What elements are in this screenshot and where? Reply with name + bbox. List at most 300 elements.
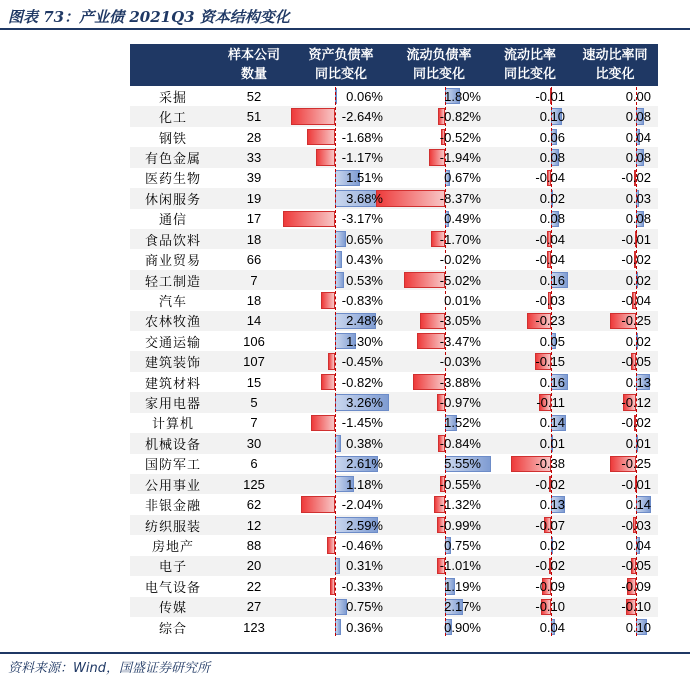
- cell-value: -3.47%: [439, 333, 481, 349]
- cell-value: -0.04: [535, 170, 565, 186]
- cell-value: 0.14: [539, 415, 565, 431]
- current-debt-cell: [390, 351, 488, 371]
- table-row: [130, 617, 658, 637]
- quick-ratio-cell: [572, 229, 658, 249]
- negative-data-bar: [321, 292, 335, 308]
- cell-value: -0.09: [621, 578, 651, 594]
- current-ratio-cell: [488, 494, 572, 514]
- cell-value: 1.18%: [346, 476, 383, 492]
- cell-value: 0.14: [625, 497, 651, 513]
- negative-data-bar: [291, 108, 335, 124]
- cell-value: -2.04%: [341, 497, 383, 513]
- cell-value: -2.64%: [341, 109, 383, 125]
- source-note: 资料来源：Wind，国盛证券研究所: [8, 661, 210, 676]
- table-row: [130, 474, 658, 494]
- table-row: [130, 372, 658, 392]
- industry-name: 计算机: [151, 417, 194, 433]
- zero-axis-line: [335, 577, 336, 595]
- current-ratio-cell: [488, 413, 572, 433]
- cell-value: 0.16: [539, 272, 565, 288]
- header-quick-ratio-change: 速动比率同 比变化: [572, 44, 658, 86]
- quick-ratio-cell: [572, 311, 658, 331]
- cell-value: -0.04: [535, 252, 565, 268]
- cell-value: 0.75%: [346, 599, 383, 615]
- current-ratio-cell: [488, 535, 572, 555]
- industry-name: 综合: [158, 621, 187, 637]
- industry-name: 农林牧渔: [130, 311, 216, 331]
- debt-ratio-cell: [292, 168, 390, 188]
- cell-value: -0.09: [535, 578, 565, 594]
- quick-ratio-cell: [572, 168, 658, 188]
- quick-ratio-cell: [572, 106, 658, 126]
- industry-name: 商业贸易: [144, 254, 201, 270]
- zero-axis-line: [335, 128, 336, 146]
- negative-data-bar: [283, 211, 335, 227]
- industry-name: 国防军工: [144, 458, 201, 474]
- zero-axis-line: [335, 455, 336, 473]
- cell-value: -3.88%: [439, 374, 481, 390]
- cell-value: 1.30%: [346, 333, 383, 349]
- current-ratio-cell: [488, 454, 572, 474]
- cell-value: 3.68%: [346, 190, 383, 206]
- current-ratio-cell: [488, 229, 572, 249]
- debt-ratio-cell: [292, 229, 390, 249]
- industry-name: 房地产: [151, 539, 194, 555]
- cell-value: 0.90%: [444, 619, 481, 635]
- cell-value: 0.10: [625, 619, 651, 635]
- table-row: [130, 494, 658, 514]
- quick-ratio-cell: [572, 147, 658, 167]
- debt-ratio-cell: [292, 454, 390, 474]
- quick-ratio-cell: [572, 351, 658, 371]
- zero-axis-line: [335, 495, 336, 513]
- industry-name: 非银金融: [144, 499, 201, 515]
- debt-ratio-cell: [292, 556, 390, 576]
- source-rule: [0, 652, 690, 654]
- sample-count: 7: [216, 270, 292, 290]
- zero-axis-line: [335, 373, 336, 391]
- zero-axis-line: [335, 107, 336, 125]
- sample-count: 18: [216, 229, 292, 249]
- current-debt-cell: [390, 372, 488, 392]
- sample-count: 19: [216, 188, 292, 208]
- cell-value: 0.05: [539, 333, 565, 349]
- cell-value: 0.65%: [346, 231, 383, 247]
- current-debt-cell: [390, 249, 488, 269]
- current-ratio-cell: [488, 576, 572, 596]
- cell-value: 0.03: [625, 190, 651, 206]
- header-current-ratio-change: 流动比率 同比变化: [488, 44, 572, 86]
- quick-ratio-cell: [572, 270, 658, 290]
- sample-count: 88: [246, 537, 262, 553]
- cell-value: 0.49%: [444, 211, 481, 227]
- current-ratio-cell: [488, 311, 572, 331]
- industry-name: 建筑材料: [144, 376, 201, 392]
- cell-value: -8.37%: [439, 190, 481, 206]
- zero-axis-line: [335, 332, 336, 350]
- cell-value: -0.01: [621, 476, 651, 492]
- industry-name: 公用事业: [130, 474, 216, 494]
- quick-ratio-cell: [572, 331, 658, 351]
- cell-value: -0.38: [535, 456, 565, 472]
- cell-value: -0.10: [535, 599, 565, 615]
- sample-count: 51: [216, 106, 292, 126]
- current-ratio-cell: [488, 515, 572, 535]
- industry-name: 家用电器: [130, 392, 216, 412]
- cell-value: -0.33%: [341, 578, 383, 594]
- header-current-debt-change: 流动负债率 同比变化: [390, 44, 488, 86]
- table-row: [130, 515, 658, 535]
- cell-value: 3.26%: [346, 395, 383, 411]
- sample-count: 20: [216, 556, 292, 576]
- cell-value: 0.08: [625, 109, 651, 125]
- sample-count: 52: [246, 88, 262, 104]
- table-row: [130, 249, 658, 269]
- cell-value: 0.13: [539, 497, 565, 513]
- cell-value: 0.06: [539, 129, 565, 145]
- debt-ratio-cell: [292, 270, 390, 290]
- zero-axis-line: [335, 210, 336, 228]
- cell-value: -3.05%: [439, 313, 481, 329]
- current-debt-cell: [390, 392, 488, 412]
- zero-axis-line: [335, 250, 336, 268]
- quick-ratio-cell: [572, 535, 658, 555]
- cell-value: -1.17%: [341, 149, 383, 165]
- table-row: [130, 556, 658, 576]
- table-row: [130, 331, 658, 351]
- negative-data-bar: [321, 374, 335, 390]
- debt-ratio-cell: [292, 515, 390, 535]
- debt-ratio-cell: [292, 535, 390, 555]
- current-debt-cell: [390, 494, 488, 514]
- table-row: [130, 351, 658, 371]
- current-debt-cell: [390, 413, 488, 433]
- sample-count: 62: [246, 497, 262, 513]
- title-rule: [0, 28, 690, 30]
- cell-value: -0.97%: [439, 395, 481, 411]
- cell-value: -0.05: [621, 354, 651, 370]
- industry-name: 机械设备: [130, 433, 216, 453]
- table-body: [130, 86, 658, 637]
- sample-count: 33: [216, 147, 292, 167]
- sample-count: 66: [246, 252, 262, 268]
- quick-ratio-cell: [572, 556, 658, 576]
- current-debt-cell: [390, 311, 488, 331]
- cell-value: -0.15: [535, 354, 565, 370]
- debt-ratio-cell: [292, 311, 390, 331]
- cell-value: -1.68%: [341, 129, 383, 145]
- industry-name: 轻工制造: [130, 270, 216, 290]
- cell-value: -0.25: [621, 313, 651, 329]
- current-ratio-cell: [488, 331, 572, 351]
- industry-name: 交通运输: [144, 335, 201, 351]
- cell-value: -0.03: [535, 292, 565, 308]
- current-ratio-cell: [488, 209, 572, 229]
- zero-axis-line: [335, 598, 336, 616]
- zero-axis-line: [335, 87, 336, 105]
- cell-value: -0.01: [535, 88, 565, 104]
- current-debt-cell: [390, 474, 488, 494]
- sample-count: 107: [216, 351, 292, 371]
- capital-structure-table: [130, 44, 658, 637]
- cell-value: 0.02: [625, 333, 651, 349]
- current-ratio-cell: [488, 392, 572, 412]
- current-debt-cell: [390, 168, 488, 188]
- current-ratio-cell: [488, 433, 572, 453]
- negative-data-bar: [316, 149, 335, 165]
- cell-value: 0.16: [539, 374, 565, 390]
- current-debt-cell: [390, 127, 488, 147]
- cell-value: -0.02: [535, 558, 565, 574]
- current-debt-cell: [390, 454, 488, 474]
- quick-ratio-cell: [572, 413, 658, 433]
- current-debt-cell: [390, 86, 488, 106]
- quick-ratio-cell: [572, 188, 658, 208]
- current-ratio-cell: [488, 474, 572, 494]
- table-row: [130, 147, 658, 167]
- cell-value: 2.17%: [444, 599, 481, 615]
- cell-value: -0.01: [621, 231, 651, 247]
- cell-value: 0.75%: [444, 537, 481, 553]
- current-debt-cell: [390, 270, 488, 290]
- quick-ratio-cell: [572, 515, 658, 535]
- industry-name: 通信: [158, 213, 187, 229]
- current-ratio-cell: [488, 617, 572, 637]
- industry-name: 休闲服务: [130, 188, 216, 208]
- industry-name: 化工: [130, 106, 216, 126]
- current-debt-cell: [390, 209, 488, 229]
- zero-axis-line: [335, 557, 336, 575]
- cell-value: -1.45%: [341, 415, 383, 431]
- industry-name: 电子: [130, 556, 216, 576]
- quick-ratio-cell: [572, 494, 658, 514]
- header-industry: [130, 44, 216, 86]
- zero-axis-line: [335, 148, 336, 166]
- debt-ratio-cell: [292, 351, 390, 371]
- sample-count: 14: [216, 311, 292, 331]
- debt-ratio-cell: [292, 209, 390, 229]
- quick-ratio-cell: [572, 290, 658, 310]
- debt-ratio-cell: [292, 249, 390, 269]
- table-row: [130, 168, 658, 188]
- cell-value: -0.02: [621, 252, 651, 268]
- quick-ratio-cell: [572, 127, 658, 147]
- cell-value: 1.19%: [444, 578, 481, 594]
- cell-value: -3.17%: [341, 211, 383, 227]
- zero-axis-line: [335, 516, 336, 534]
- sample-count: 12: [216, 515, 292, 535]
- debt-ratio-cell: [292, 147, 390, 167]
- debt-ratio-cell: [292, 413, 390, 433]
- debt-ratio-cell: [292, 474, 390, 494]
- positive-data-bar: [335, 251, 342, 267]
- debt-ratio-cell: [292, 494, 390, 514]
- current-debt-cell: [390, 617, 488, 637]
- cell-value: -1.70%: [439, 231, 481, 247]
- cell-value: 0.02: [539, 190, 565, 206]
- zero-axis-line: [335, 230, 336, 248]
- sample-count: 39: [246, 170, 262, 186]
- table-row: [130, 290, 658, 310]
- header-sample-count: 样本公司 数量: [216, 44, 292, 86]
- cell-value: -0.02: [535, 476, 565, 492]
- sample-count: 7: [250, 415, 258, 431]
- quick-ratio-cell: [572, 86, 658, 106]
- table-row: [130, 433, 658, 453]
- cell-value: -5.02%: [439, 272, 481, 288]
- quick-ratio-cell: [572, 576, 658, 596]
- quick-ratio-cell: [572, 433, 658, 453]
- header-debt-ratio-change: 资产负债率 同比变化: [292, 44, 390, 86]
- zero-axis-line: [335, 291, 336, 309]
- current-debt-cell: [390, 331, 488, 351]
- current-ratio-cell: [488, 86, 572, 106]
- cell-value: 0.08: [625, 211, 651, 227]
- cell-value: 2.59%: [346, 517, 383, 533]
- cell-value: -0.99%: [439, 517, 481, 533]
- debt-ratio-cell: [292, 331, 390, 351]
- debt-ratio-cell: [292, 188, 390, 208]
- cell-value: -0.23: [535, 313, 565, 329]
- zero-axis-line: [335, 189, 336, 207]
- industry-name: 食品饮料: [130, 229, 216, 249]
- table-row: [130, 576, 658, 596]
- current-debt-cell: [390, 106, 488, 126]
- sample-count: 106: [243, 333, 265, 349]
- zero-axis-line: [335, 271, 336, 289]
- zero-axis-line: [335, 169, 336, 187]
- positive-data-bar: [335, 231, 346, 247]
- positive-data-bar: [335, 272, 344, 288]
- table-row: [130, 597, 658, 617]
- cell-value: -1.32%: [439, 497, 481, 513]
- cell-value: -0.11: [536, 395, 565, 411]
- cell-value: -0.07: [535, 517, 565, 533]
- cell-value: -0.10: [621, 599, 651, 615]
- table-row: [130, 127, 658, 147]
- current-ratio-cell: [488, 290, 572, 310]
- current-debt-cell: [390, 147, 488, 167]
- cell-value: -0.84%: [439, 435, 481, 451]
- cell-value: 0.08: [539, 149, 565, 165]
- cell-value: -0.02: [621, 415, 651, 431]
- zero-axis-line: [335, 536, 336, 554]
- cell-value: 0.10: [539, 109, 565, 125]
- quick-ratio-cell: [572, 249, 658, 269]
- quick-ratio-cell: [572, 372, 658, 392]
- industry-name: 钢铁: [158, 131, 187, 147]
- cell-value: 0.43%: [346, 252, 383, 268]
- negative-data-bar: [301, 496, 335, 512]
- sample-count: 30: [216, 433, 292, 453]
- current-ratio-cell: [488, 188, 572, 208]
- table-header-row: [130, 44, 658, 86]
- quick-ratio-cell: [572, 454, 658, 474]
- current-debt-cell: [390, 433, 488, 453]
- sample-count: 27: [216, 597, 292, 617]
- cell-value: -0.12: [621, 395, 651, 411]
- quick-ratio-cell: [572, 474, 658, 494]
- current-ratio-cell: [488, 351, 572, 371]
- industry-name: 汽车: [158, 294, 187, 310]
- cell-value: 0.01: [625, 435, 651, 451]
- cell-value: 1.51%: [346, 170, 383, 186]
- sample-count: 123: [243, 619, 265, 635]
- cell-value: -0.02%: [439, 252, 481, 268]
- current-ratio-cell: [488, 597, 572, 617]
- zero-axis-line: [335, 475, 336, 493]
- cell-value: -0.03%: [439, 354, 481, 370]
- negative-data-bar: [327, 537, 335, 553]
- zero-axis-line: [335, 352, 336, 370]
- zero-axis-line: [335, 434, 336, 452]
- zero-axis-line: [335, 393, 336, 411]
- cell-value: -0.25: [621, 456, 651, 472]
- cell-value: -0.02: [621, 170, 651, 186]
- quick-ratio-cell: [572, 617, 658, 637]
- cell-value: 0.36%: [346, 619, 383, 635]
- cell-value: -1.94%: [439, 149, 481, 165]
- cell-value: -0.52%: [439, 129, 481, 145]
- current-ratio-cell: [488, 147, 572, 167]
- sample-count: 17: [246, 211, 262, 227]
- current-debt-cell: [390, 515, 488, 535]
- debt-ratio-cell: [292, 86, 390, 106]
- cell-value: 2.61%: [346, 456, 383, 472]
- industry-name: 有色金属: [130, 147, 216, 167]
- negative-data-bar: [307, 129, 335, 145]
- current-debt-cell: [390, 290, 488, 310]
- cell-value: 1.80%: [444, 88, 481, 104]
- cell-value: 0.01%: [444, 292, 481, 308]
- table-row: [130, 209, 658, 229]
- cell-value: -0.04: [535, 231, 565, 247]
- industry-name: 医药生物: [144, 172, 201, 188]
- cell-value: 0.31%: [346, 558, 383, 574]
- cell-value: 0.04: [625, 537, 651, 553]
- table-row: [130, 535, 658, 555]
- table-row: [130, 86, 658, 106]
- zero-axis-line: [335, 414, 336, 432]
- cell-value: -1.01%: [439, 558, 481, 574]
- cell-value: 0.02: [539, 537, 565, 553]
- current-debt-cell: [390, 597, 488, 617]
- table-row: [130, 188, 658, 208]
- debt-ratio-cell: [292, 617, 390, 637]
- cell-value: -0.04: [621, 292, 651, 308]
- table-row: [130, 270, 658, 290]
- industry-name: 建筑装饰: [130, 351, 216, 371]
- table-row: [130, 106, 658, 126]
- cell-value: -0.45%: [341, 354, 383, 370]
- cell-value: 0.02: [625, 272, 651, 288]
- cell-value: -0.83%: [341, 292, 383, 308]
- current-ratio-cell: [488, 372, 572, 392]
- debt-ratio-cell: [292, 392, 390, 412]
- negative-data-bar: [328, 353, 335, 369]
- cell-value: 0.08: [625, 149, 651, 165]
- cell-value: 0.04: [625, 129, 651, 145]
- zero-axis-line: [335, 618, 336, 636]
- current-ratio-cell: [488, 249, 572, 269]
- sample-count: 125: [216, 474, 292, 494]
- sample-count: 15: [246, 374, 262, 390]
- debt-ratio-cell: [292, 290, 390, 310]
- industry-name: 传媒: [130, 597, 216, 617]
- table-row: [130, 229, 658, 249]
- figure-title: 图表 73：产业债 2021Q3 资本结构变化: [8, 8, 290, 26]
- sample-count: 18: [246, 292, 262, 308]
